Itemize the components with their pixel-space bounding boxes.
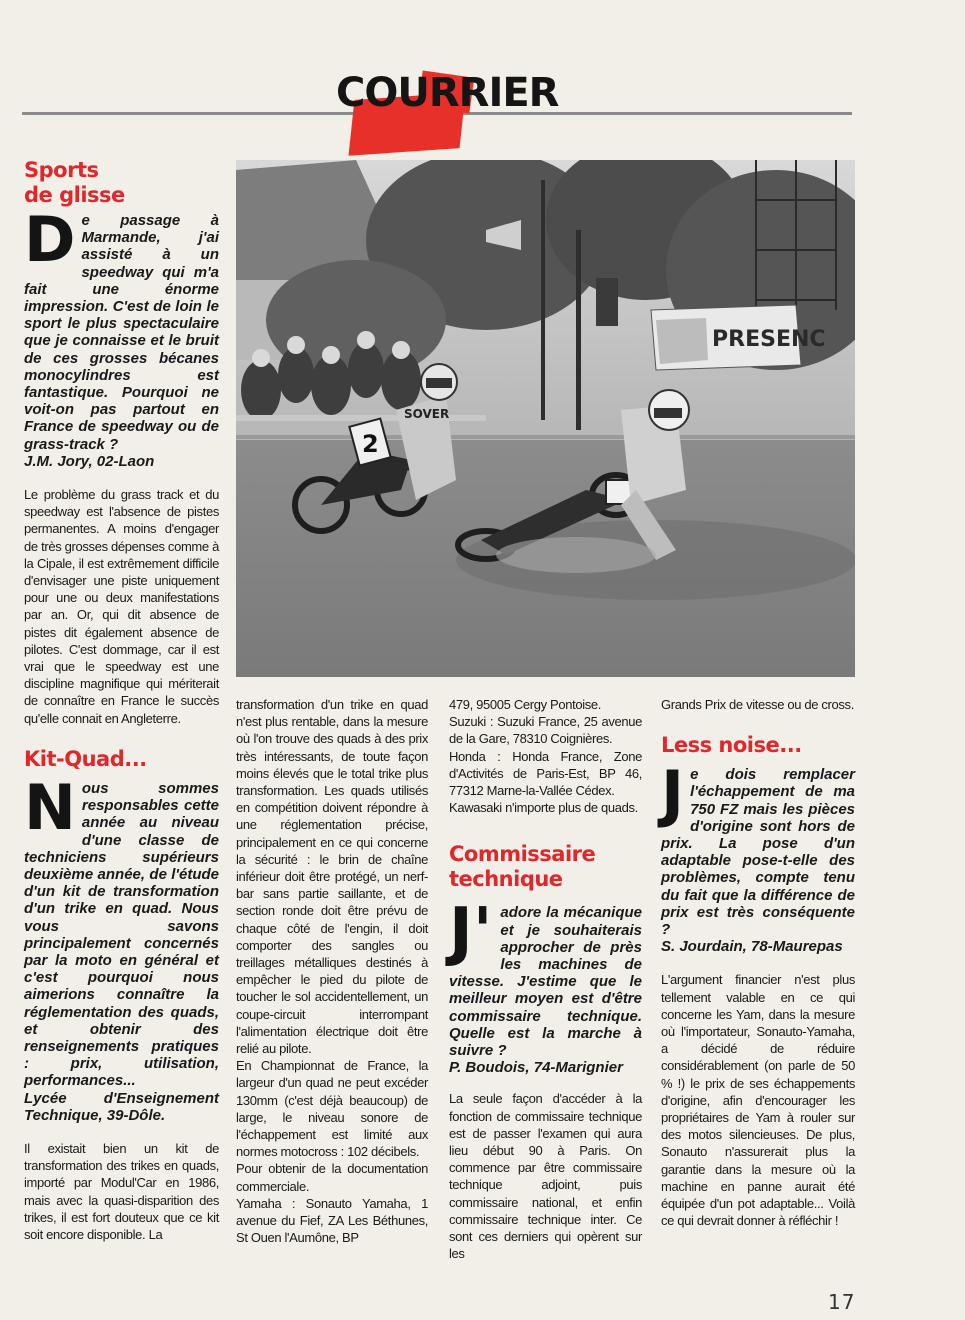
reply-kit-quad-col1: Il existait bien un kit de transformation des trikes en quads, importé par Modul'Car en 1986, mais avec la quasi-disparition des trikes, il est fort douteux que ce kit soit encore disponible. La	[24, 1140, 219, 1242]
reply-sports-de-glisse: Le problème du grass track et du speedway est l'absence de pistes permanentes. A moins d'engager de très grosses dépenses comme à la Cipale, il est extrêmement difficile d'envisager une piste uniquement pour une ou deux manifestations par an. Or, qui dit absence de pistes dit également absence de pilotes. C'est dommage, car il est vrai que le speedway est une discipline magnifique qui mériterait de connaître en France le succès qu'elle connait en Angleterre.	[24, 487, 219, 726]
dropcap-j: J	[661, 757, 685, 831]
signature-jourdain: S. Jourdain, 78-Maurepas	[661, 938, 843, 956]
letter-sports-text: e passage à Marmande, j'ai assisté à un speedway qui m'a fait une énorme impression. C'est de loin le sport le plus spectaculaire que je connaisse et le bruit de ces grosses bécanes monocylindres est fantastique. Pourquoi ne voit-on pas partout en France de speedway ou de grass-track ?	[24, 212, 219, 453]
reply-less-noise: L'argument financier n'est plus tellement valable en ce qui concerne les Yam, dans la mesure où l'importateur, Sonauto-Yamaha, a décidé de réduire considérablement (on parle de 50 % !) le prix de ses échappements d'origine, afin d'encourager les propriétaires de Yam à rouler sur des motos silencieuses. De plus, Sonauto n'assurerait plus la garantie dans la mesure où la machine en panne aurait été équipée d'un pot adaptable... Voilà ce qui devrait donner à réfléchir !	[661, 972, 855, 1229]
banner-text: PRESENC	[712, 327, 826, 352]
letter-commissaire	[449, 895, 642, 1077]
letter-less-noise	[661, 757, 855, 956]
heading-sports-line1: Sports	[24, 158, 99, 182]
heading-less-noise: Less noise...	[661, 733, 802, 758]
reply-kit-quad-col2-p3: Pour obtenir de la documentation commerciale.	[236, 1161, 428, 1194]
dropcap-n: N	[24, 770, 76, 844]
reply-kit-quad-col3-p4: Kawasaki n'importe plus de quads.	[449, 800, 638, 816]
speedway-photo-illustration	[236, 160, 855, 677]
letter-kit-quad-text: ous sommes responsables cette année au niveau d'une classe de techniciens supérieurs deuxième année, de l'étude d'un kit de transformation d'un trike en quad. Nous vous savons principalement concernés par la moto en général et c'est pourquoi nous aimerions connaître la réglementation des quads, et obtenir des renseignements pratiques : prix, utilisation, performances...	[24, 779, 219, 1090]
reply-kit-quad-col2-p4: Yamaha : Sonauto Yamaha, 1 avenue du Fief, ZA Les Béthunes, St Ouen l'Aumône, BP	[236, 1195, 428, 1246]
reply-kit-quad-col3-p1: 479, 95005 Cergy Pontoise.	[449, 697, 602, 712]
heading-commissaire	[449, 842, 642, 892]
heading-kit-quad: Kit-Quad...	[24, 746, 147, 771]
rider1-bib-number: 2	[362, 430, 379, 458]
column-4	[661, 696, 855, 1229]
column-2	[236, 696, 428, 1247]
column-3	[449, 696, 642, 1262]
page-number: 17	[828, 1290, 856, 1314]
signature-lycee: Lycée d'Enseignement Technique, 39-Dôle.	[24, 1089, 219, 1124]
heading-sports-de-glisse	[24, 158, 219, 208]
signature-jory: J.M. Jory, 02-Laon	[24, 452, 155, 470]
reply-kit-quad-col2-p1: transformation d'un trike en quad n'est plus rentable, dans la mesure où l'on trouve des quads à des prix très intéressants, de toute façon moins élevés que le total trike plus transformation. Les quads utilisés en compétition doivent répondre à une réglementation précise, principalement en ce qui concerne la sécurité : le brin de chaîne inférieur doit être protégé, un nerf-bar sans partie saillante, et de section ronde doit être prévu de chaque côté de l'engin, il doit comporter des sangles ou treillages métalliques destinés à empêcher le pied du pilote de toucher le sol accidentellement, un coupe-circuit interrompant l'alimentation électrique doit être relié au pilote.	[236, 697, 428, 1057]
reply-kit-quad-col2-p2: En Championnat de France, la largeur d'un quad ne peut excéder 130mm (c'est déjà beaucoup) de large, le niveau sonore de l'échappement est limité aux normes motocross : 102 décibels.	[236, 1058, 428, 1160]
reply-kit-quad-col3-p3: Honda : Honda France, Zone d'Activités de Paris-Est, BP 46, 77312 Marne-la-Vallée Cédex.	[449, 748, 642, 799]
rider1-sponsor: SOVER	[404, 407, 450, 421]
speedway-photo	[236, 160, 855, 677]
letter-commissaire-text: adore la mécanique et je souhaiterais approcher de près les machines de vitesse. J'estime que le meilleur moyen est d'être commissaire technique. Quelle est la marche à suivre ?	[449, 904, 642, 1060]
reply-commissaire-col4: Grands Prix de vitesse ou de cross.	[661, 697, 854, 712]
heading-sports-line2: de glisse	[24, 183, 125, 207]
heading-commissaire-line1: Commissaire	[449, 842, 596, 867]
dropcap-d: D	[24, 203, 76, 276]
column-1	[24, 158, 219, 1243]
dropcap-j-apostrophe: J'	[449, 895, 493, 970]
signature-boudois: P. Boudois, 74-Marignier	[449, 1059, 623, 1077]
reply-commissaire-col3: La seule façon d'accéder à la fonction de commissaire technique est de passer l'examen qui aura lieu début 90 à Paris. On commence par être commissaire technique adjoint, puis commissaire national, et enfin commissaire technique inter. Ce sont ces derniers qui opèrent sur les	[449, 1091, 642, 1262]
section-title: COURRIER	[336, 70, 559, 116]
letter-sports-de-glisse	[24, 203, 219, 470]
letter-kit-quad	[24, 770, 219, 1124]
heading-commissaire-line2: technique	[449, 867, 563, 892]
letter-less-noise-text: e dois remplacer l'échappement de ma 750 FZ mais les pièces d'origine sont hors de prix. La pose d'un adaptable pose-t-elle des problèmes, compte tenu du fait que la différence de prix est très conséquente ?	[661, 766, 855, 939]
reply-kit-quad-col3-p2: Suzuki : Suzuki France, 25 avenue de la Gare, 78310 Coignières.	[449, 714, 642, 747]
